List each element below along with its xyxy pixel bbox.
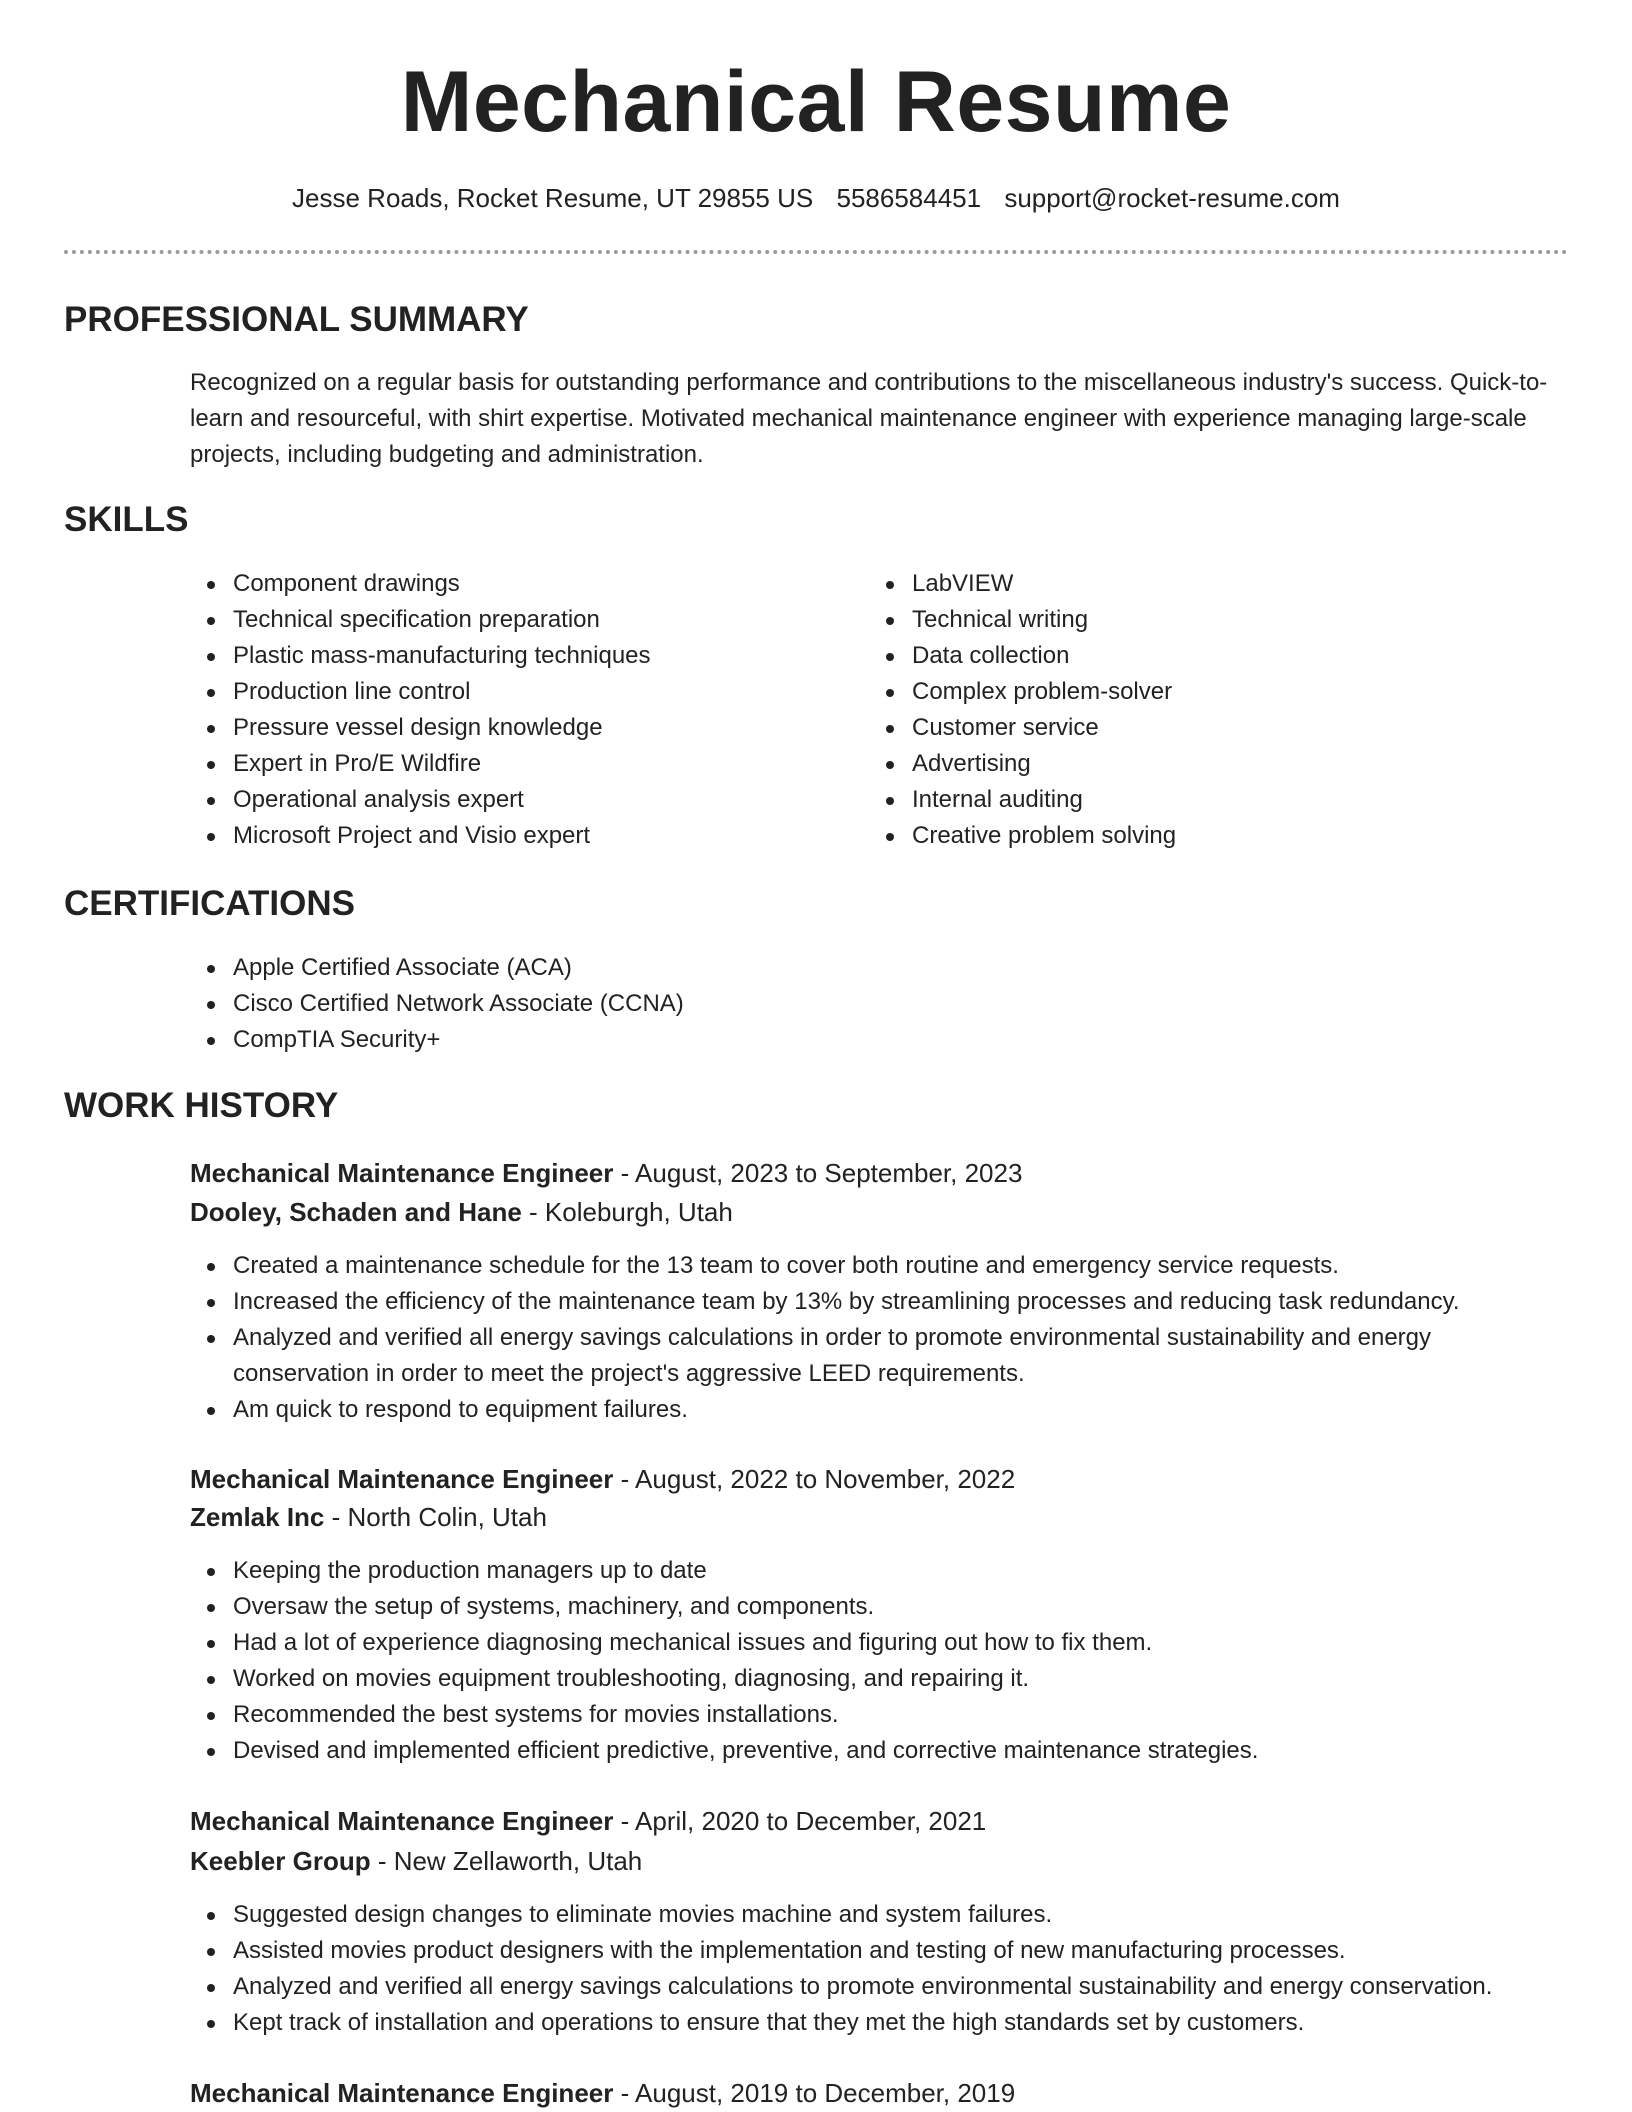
skill-item: Customer service [869, 710, 1509, 746]
job-bullet: Created a maintenance schedule for the 13 team to cover both routine and emergency service requests. [190, 1248, 1570, 1284]
job-role: Mechanical Maintenance Engineer [190, 1806, 614, 1836]
skill-item: Plastic mass-manufacturing techniques [190, 638, 830, 674]
job-bullet: Am quick to respond to equipment failures. [190, 1392, 1570, 1428]
certifications-list [190, 950, 1490, 1058]
job-dates: - August, 2023 to September, 2023 [613, 1158, 1023, 1188]
skill-item: Advertising [869, 746, 1509, 782]
job-bullet: Had a lot of experience diagnosing mechanical issues and figuring out how to fix them. [190, 1625, 1570, 1661]
job-bullet: Worked on movies equipment troubleshooting, diagnosing, and repairing it. [190, 1661, 1570, 1697]
job-bullets [190, 1248, 1570, 1428]
skills-heading: SKILLS [64, 500, 189, 539]
job-bullet: Suggested design changes to eliminate movies machine and system failures. [190, 1897, 1590, 1933]
skill-item: Expert in Pro/E Wildfire [190, 746, 830, 782]
contact-line [0, 180, 1632, 216]
skill-item: LabVIEW [869, 566, 1509, 602]
skill-item: Complex problem-solver [869, 674, 1509, 710]
job-bullet: Analyzed and verified all energy savings calculations to promote environmental sustainability and energy conservation. [190, 1969, 1590, 2005]
job-bullet: Analyzed and verified all energy savings calculations in order to promote environmental sustainability and energy conservation in order to meet the project's aggressive LEED requirements. [190, 1320, 1570, 1392]
certification-item: Cisco Certified Network Associate (CCNA) [190, 986, 1490, 1022]
job-company-line [190, 1194, 733, 1230]
skill-item: Production line control [190, 674, 830, 710]
job-bullet: Oversaw the setup of systems, machinery, and components. [190, 1589, 1570, 1625]
contact-phone: 5586584451 [836, 183, 982, 213]
skill-item: Pressure vessel design knowledge [190, 710, 830, 746]
skill-item: Internal auditing [869, 782, 1509, 818]
contact-address: Jesse Roads, Rocket Resume, UT 29855 US [292, 183, 814, 213]
skill-item: Technical writing [869, 602, 1509, 638]
job-dates: - August, 2022 to November, 2022 [613, 1464, 1016, 1494]
skills-list-right [869, 566, 1509, 854]
job-title-line [190, 1461, 1015, 1497]
job-location: - New Zellaworth, Utah [370, 1846, 643, 1876]
skill-item: Component drawings [190, 566, 830, 602]
certification-item: CompTIA Security+ [190, 1022, 1490, 1058]
job-company: Zemlak Inc [190, 1502, 325, 1532]
job-company-line [190, 1499, 547, 1535]
job-company: Keebler Group [190, 1846, 371, 1876]
job-role: Mechanical Maintenance Engineer [190, 1464, 614, 1494]
skill-item: Data collection [869, 638, 1509, 674]
summary-text: Recognized on a regular basis for outstanding performance and contributions to the miscellaneous industry's success. Quick-to-learn and resourceful, with shirt expertise. Motivated mechanical maintenance engineer with experience managing large-scale projects, including budgeting and administration. [190, 369, 1548, 468]
work-history-heading: WORK HISTORY [64, 1086, 339, 1125]
job-bullet: Assisted movies product designers with the implementation and testing of new manufacturing processes. [190, 1933, 1590, 1969]
summary-heading: PROFESSIONAL SUMMARY [64, 300, 529, 339]
certification-item: Apple Certified Associate (ACA) [190, 950, 1490, 986]
job-bullets [190, 1897, 1590, 2041]
job-title-line [190, 2075, 1015, 2111]
job-bullet: Recommended the best systems for movies installations. [190, 1697, 1570, 1733]
job-dates: - August, 2019 to December, 2019 [613, 2078, 1016, 2108]
job-company: Dooley, Schaden and Hane [190, 1197, 522, 1227]
job-title-line [190, 1803, 986, 1839]
header-divider [64, 250, 1568, 254]
skill-item: Technical specification preparation [190, 602, 830, 638]
certifications-heading: CERTIFICATIONS [64, 884, 356, 923]
job-bullet: Keeping the production managers up to date [190, 1553, 1570, 1589]
job-bullets [190, 1553, 1570, 1769]
skill-item: Microsoft Project and Visio expert [190, 818, 830, 854]
job-role: Mechanical Maintenance Engineer [190, 2078, 614, 2108]
job-company-line [190, 1843, 642, 1879]
job-bullet: Devised and implemented efficient predictive, preventive, and corrective maintenance strategies. [190, 1733, 1570, 1769]
skill-item: Operational analysis expert [190, 782, 830, 818]
job-title-line [190, 1155, 1022, 1191]
job-bullet: Kept track of installation and operations to ensure that they met the high standards set by customers. [190, 2005, 1590, 2041]
job-location: - North Colin, Utah [324, 1502, 547, 1532]
job-location: - Koleburgh, Utah [521, 1197, 733, 1227]
contact-email: support@rocket-resume.com [1004, 183, 1340, 213]
skill-item: Creative problem solving [869, 818, 1509, 854]
resume-title: Mechanical Resume [400, 54, 1232, 150]
job-dates: - April, 2020 to December, 2021 [613, 1806, 987, 1836]
job-role: Mechanical Maintenance Engineer [190, 1158, 614, 1188]
job-bullet: Increased the efficiency of the maintenance team by 13% by streamlining processes and reducing task redundancy. [190, 1284, 1570, 1320]
skills-list-left [190, 566, 830, 854]
